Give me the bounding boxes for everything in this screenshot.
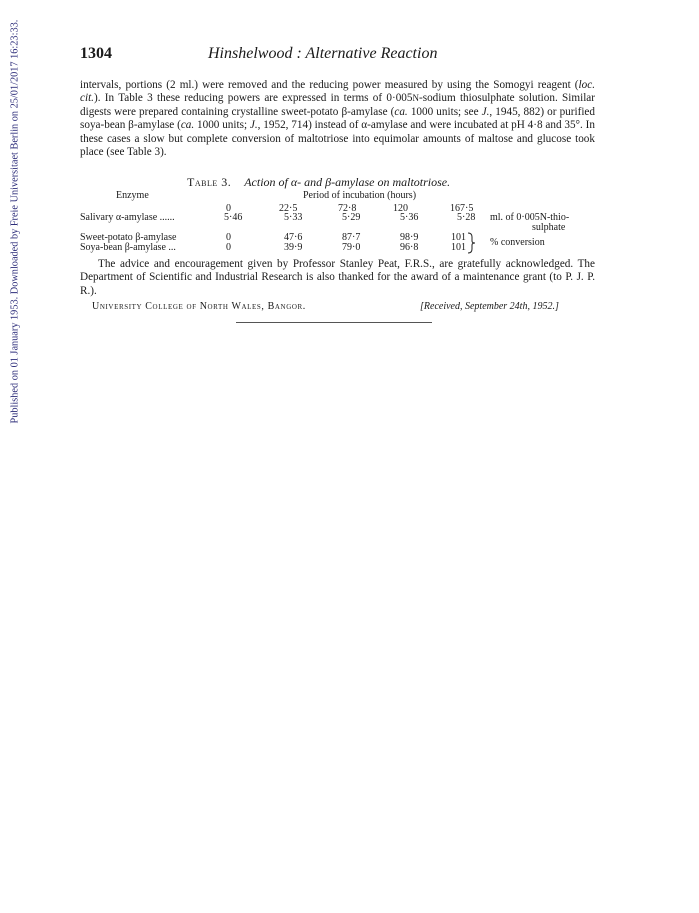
table-cell: 39·9 bbox=[284, 242, 303, 253]
hours-value: 0 bbox=[226, 203, 231, 214]
hours-value: 120 bbox=[393, 203, 408, 214]
table-cell: 0 bbox=[226, 242, 231, 253]
hours-value: 167·5 bbox=[450, 203, 474, 214]
table-row-enzyme: Sweet-potato β-amylase bbox=[80, 232, 177, 243]
table-cell: 0 bbox=[226, 232, 231, 243]
received-date: [Received, September 24th, 1952.] bbox=[420, 301, 559, 312]
table-cell: 5·33 bbox=[284, 212, 303, 223]
unit-note-conversion: % conversion bbox=[490, 237, 545, 248]
table-title: Action of α- and β-amylase on maltotriose. bbox=[244, 175, 451, 189]
table-cell: 5·29 bbox=[342, 212, 361, 223]
hours-value: 72·8 bbox=[338, 203, 357, 214]
table-caption bbox=[187, 175, 450, 190]
table-row-enzyme: Soya-bean β-amylase ... bbox=[80, 242, 176, 253]
unit-note-ml-cont: sulphate bbox=[532, 222, 566, 233]
table-cell: 101 bbox=[451, 242, 466, 253]
column-header-enzyme: Enzyme bbox=[116, 190, 149, 201]
brace-icon bbox=[467, 232, 477, 254]
column-header-period: Period of incubation (hours) bbox=[303, 190, 417, 201]
table-label: Table 3. bbox=[187, 175, 232, 189]
end-rule bbox=[236, 322, 432, 323]
table-cell: 5·46 bbox=[224, 212, 243, 223]
acknowledgement: The advice and encouragement given by Professor Stanley Peat, F.R.S., are gratefully acknowledged. The Department of Scientific and Industrial Research is also thanked for the award of a maintenance grant (to P. J. P. R.). bbox=[80, 258, 595, 297]
table-cell: 79·0 bbox=[342, 242, 361, 253]
table-cell: 87·7 bbox=[342, 232, 361, 243]
page-header bbox=[80, 45, 595, 67]
running-title: Hinshelwood : Alternative Reaction bbox=[208, 45, 438, 62]
download-provenance-note: Published on 01 January 1953. Downloaded by Freie Universitaet Berlin on 25/01/2017 16:23:33. bbox=[9, 19, 21, 424]
table-cell: 101 bbox=[451, 232, 466, 243]
table-cell: 5·28 bbox=[457, 212, 476, 223]
page-number: 1304 bbox=[80, 45, 112, 62]
table-cell: 96·8 bbox=[400, 242, 419, 253]
table-cell: 47·6 bbox=[284, 232, 303, 243]
table-cell: 98·9 bbox=[400, 232, 419, 243]
body-paragraph: intervals, portions (2 ml.) were removed and the reducing power measured by using the Somogyi reagent (loc. cit.). In Table 3 these reducing powers are expressed in terms of 0·005N-sodium thiosulphate solution. Similar digests were prepared containing crystalline sweet-potato β-amylase (ca. 1000 units; see J., 1945, 882) or purified soya-bean β-amylase (ca. 1000 units; J., 1952, 714) instead of α-amylase and were incubated at pH 4·8 and 35°. In these cases a slow but complete conversion of maltotriose into equimolar amounts of maltose and glucose took place (see Table 3). bbox=[80, 79, 595, 159]
unit-note-ml: ml. of 0·005N-thio- bbox=[490, 212, 570, 223]
table-row-enzyme: Salivary α-amylase ...... bbox=[80, 212, 175, 223]
hours-value: 22·5 bbox=[279, 203, 298, 214]
table-cell: 5·36 bbox=[400, 212, 419, 223]
affiliation: University College of North Wales, Bangor. bbox=[92, 301, 306, 312]
